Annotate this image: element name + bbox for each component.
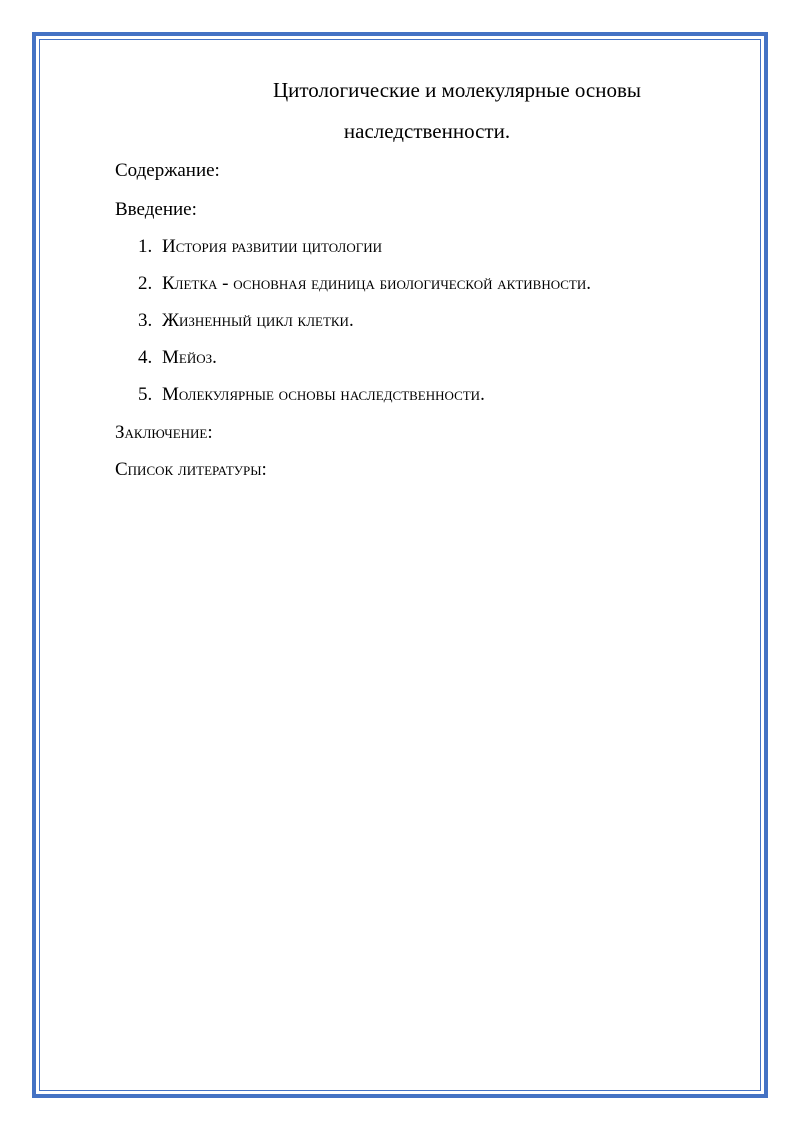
toc-item-2 bbox=[138, 273, 591, 295]
toc-item-text: Клетка - основная единица биологической активности. bbox=[162, 273, 592, 294]
toc-item-number: 2. bbox=[138, 273, 153, 294]
toc-item-3 bbox=[138, 310, 354, 332]
contents-heading: Содержание: bbox=[115, 160, 220, 181]
toc-item-1 bbox=[138, 236, 382, 258]
toc-item-text: Молекулярные основы наследственности. bbox=[162, 384, 485, 405]
conclusion-heading: Заключение: bbox=[115, 422, 213, 443]
toc-item-number: 4. bbox=[138, 347, 153, 368]
toc-item-number: 5. bbox=[138, 384, 153, 405]
toc-item-text: История развитии цитологии bbox=[162, 236, 383, 257]
document-title-line-1: Цитологические и молекулярные основы bbox=[272, 78, 642, 102]
references-heading: Список литературы: bbox=[115, 459, 267, 480]
introduction-heading: Введение: bbox=[115, 199, 197, 220]
toc-item-text: Мейоз. bbox=[162, 347, 217, 368]
document-title-line-2: наследственности. bbox=[343, 119, 511, 143]
toc-item-text: Жизненный цикл клетки. bbox=[162, 310, 354, 331]
toc-item-5 bbox=[138, 384, 485, 406]
toc-item-number: 3. bbox=[138, 310, 153, 331]
toc-item-number: 1. bbox=[138, 236, 153, 257]
toc-item-4 bbox=[138, 347, 217, 369]
page-border-inner bbox=[39, 39, 761, 1091]
